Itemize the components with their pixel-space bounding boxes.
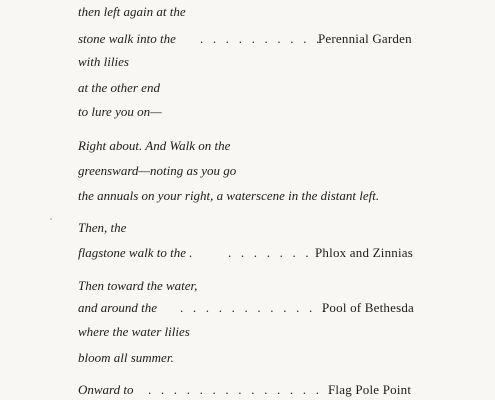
dot-leader: . . . . . . . . . . . . . . .	[148, 382, 336, 397]
text-line-with-destination	[78, 298, 415, 318]
text-line	[78, 322, 190, 342]
text-line	[78, 186, 379, 206]
dot-leader: . . . . . . .	[228, 245, 312, 260]
dot-leader: . . . . . . . . . . . .	[180, 300, 329, 315]
line-text: bloom all summer.	[78, 350, 174, 365]
text-line-with-destination	[78, 243, 414, 263]
text-line	[78, 102, 162, 122]
text-line-with-destination	[78, 380, 412, 400]
line-text: Then toward the water,	[78, 278, 198, 293]
line-text: where the water lilies	[78, 324, 190, 339]
paper-speck	[50, 218, 52, 220]
text-line-with-destination	[78, 29, 412, 49]
line-text: then left again at the	[78, 4, 186, 19]
text-line	[78, 161, 236, 181]
destination-label: Perennial Garden	[318, 31, 412, 46]
text-line	[78, 276, 197, 296]
text-line	[78, 78, 160, 98]
line-text: greensward—noting as you go	[78, 163, 237, 178]
line-text: at the other end	[78, 80, 160, 95]
line-text: the annuals on your right, a waterscene in the distant left.	[78, 188, 380, 203]
dot-leader: . . . . . . . . . .	[200, 31, 323, 46]
destination-label: Phlox and Zinnias	[315, 245, 414, 260]
line-text: and around the	[78, 300, 157, 315]
line-text: with lilies	[78, 54, 129, 69]
text-line	[78, 136, 230, 156]
line-text: Onward to	[78, 382, 134, 397]
destination-label: Flag Pole Point	[328, 382, 412, 397]
text-line	[78, 2, 186, 22]
line-text: stone walk into the	[78, 31, 176, 46]
line-text: to lure you on—	[78, 104, 162, 119]
destination-label: Pool of Bethesda	[322, 300, 415, 315]
line-text: Right about. And Walk on the	[78, 138, 231, 153]
line-text: flagstone walk to the .	[78, 245, 193, 260]
line-text: Then, the	[78, 220, 127, 235]
text-line	[78, 52, 129, 72]
text-line	[78, 218, 126, 238]
text-line	[78, 348, 174, 368]
